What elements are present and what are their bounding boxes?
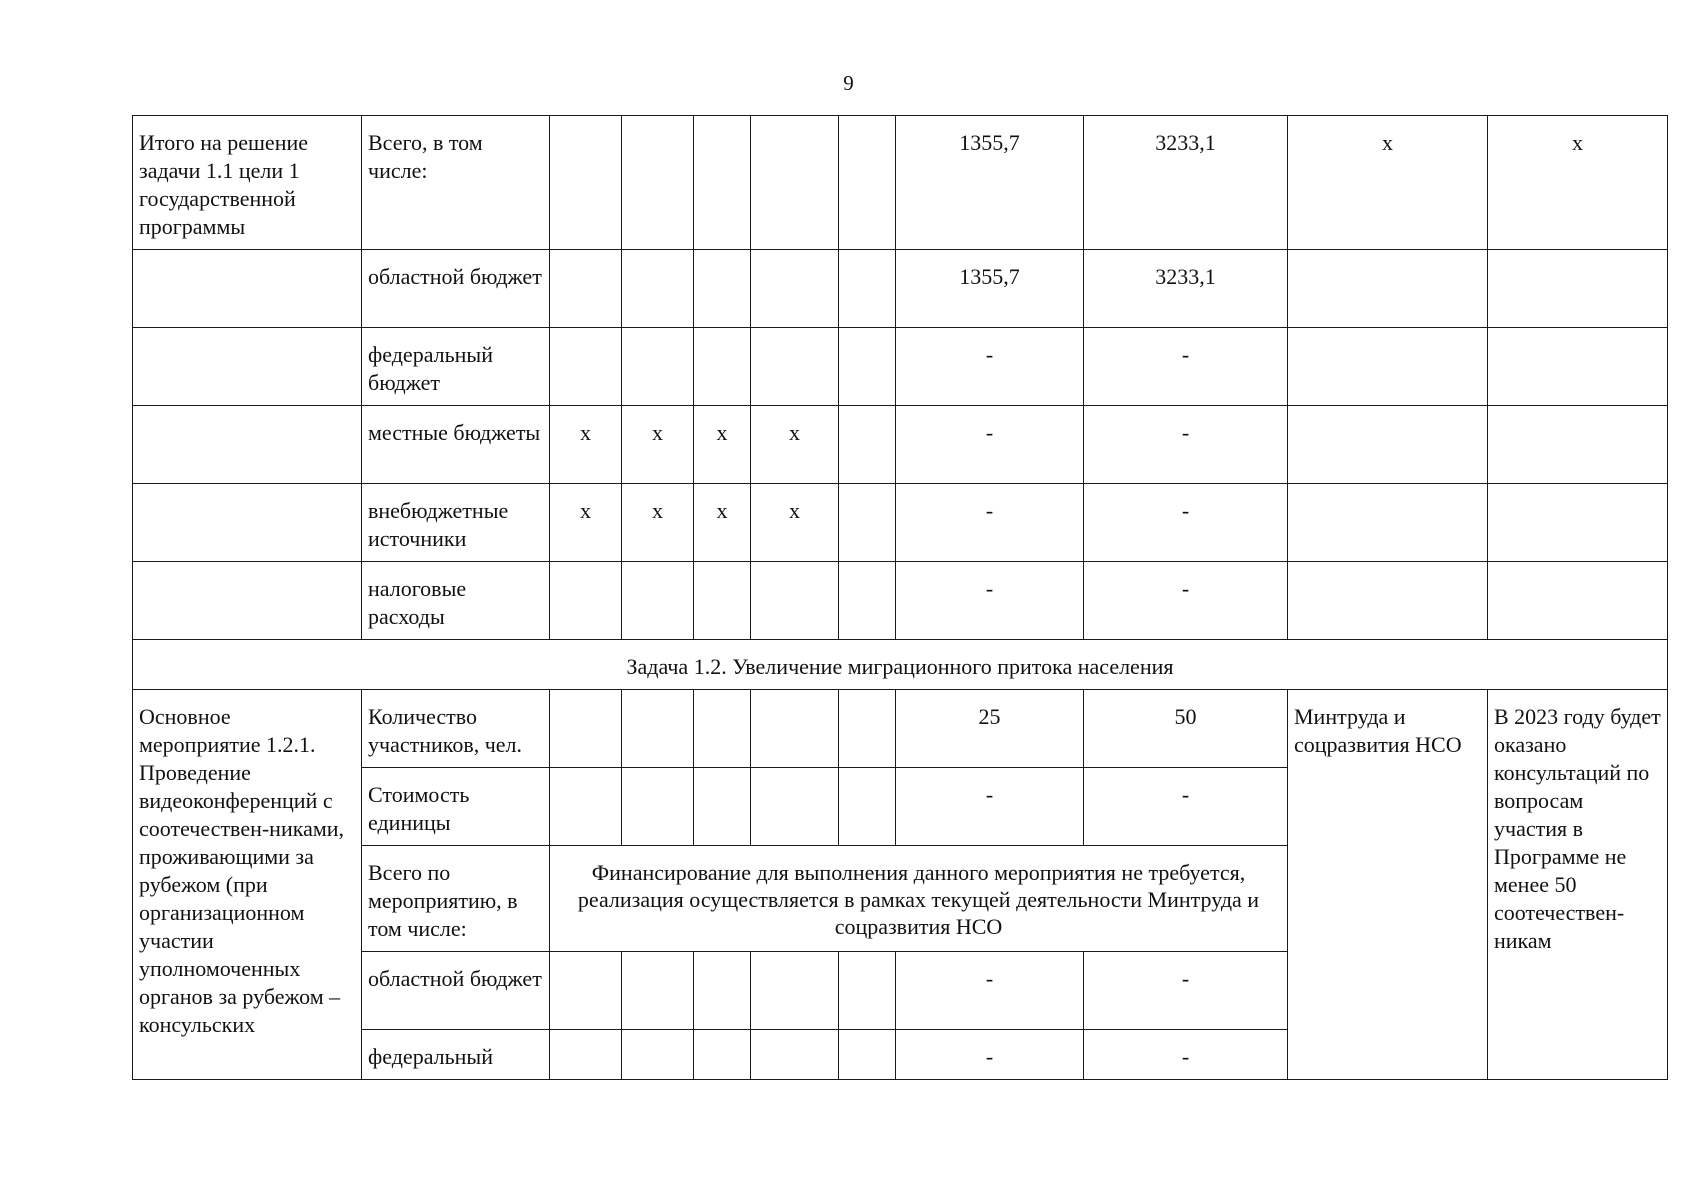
table-row	[133, 690, 1668, 768]
value-cell: -	[1084, 562, 1288, 640]
result-cell	[1488, 484, 1668, 562]
table-cell	[751, 116, 839, 250]
table-cell	[622, 562, 694, 640]
table-cell	[622, 690, 694, 768]
value-cell: -	[896, 562, 1084, 640]
value-cell: 3233,1	[1084, 116, 1288, 250]
result-cell	[1488, 562, 1668, 640]
financing-table	[132, 115, 1668, 1080]
table-cell	[694, 116, 751, 250]
table-cell	[839, 484, 896, 562]
value-cell: -	[896, 952, 1084, 1030]
value-cell: -	[1084, 768, 1288, 846]
funding-type: федеральный бюджет	[362, 328, 550, 406]
row-label: Итого на решение задачи 1.1 цели 1 государственной программы	[133, 116, 362, 250]
funding-type: местные бюджеты	[362, 406, 550, 484]
value-cell: -	[1084, 952, 1288, 1030]
funding-type: внебюджетные источники	[362, 484, 550, 562]
value-cell: 1355,7	[896, 116, 1084, 250]
value-cell: -	[896, 768, 1084, 846]
table-cell	[839, 562, 896, 640]
table-cell	[694, 250, 751, 328]
funding-type: Всего, в том числе:	[362, 116, 550, 250]
table-cell: х	[694, 406, 751, 484]
table-cell	[751, 1030, 839, 1080]
page-number: 9	[843, 71, 854, 95]
executor-cell: х	[1288, 116, 1488, 250]
table-row	[133, 406, 1668, 484]
table-cell	[694, 952, 751, 1030]
funding-type: областной бюджет	[362, 952, 550, 1030]
funding-note: Финансирование для выполнения данного мероприятия не требуется, реализация осуществляется в рамках текущей деятельности Минтруда и соцразвития НСО	[550, 846, 1288, 952]
table-cell: х	[751, 406, 839, 484]
table-cell	[751, 952, 839, 1030]
row-label	[133, 250, 362, 328]
result-cell	[1488, 250, 1668, 328]
table-cell: х	[550, 484, 622, 562]
table-row	[133, 250, 1668, 328]
value-cell: -	[1084, 1030, 1288, 1080]
row-label	[133, 406, 362, 484]
table-cell	[839, 116, 896, 250]
row-label	[133, 562, 362, 640]
table-cell	[550, 116, 622, 250]
table-cell	[839, 328, 896, 406]
table-cell	[694, 690, 751, 768]
table-cell	[550, 328, 622, 406]
table-cell	[622, 952, 694, 1030]
value-cell: -	[896, 328, 1084, 406]
table-row	[133, 562, 1668, 640]
table-cell	[622, 1030, 694, 1080]
table-cell	[751, 328, 839, 406]
table-cell	[751, 562, 839, 640]
table-cell	[550, 250, 622, 328]
activity-label: Основное мероприятие 1.2.1. Проведение видеоконференций с соотечествен-никами, проживающими за рубежом (при организационном участии уполномоченных органов за рубежом – консульских	[133, 690, 362, 1080]
value-cell: -	[1084, 484, 1288, 562]
executor-cell	[1288, 406, 1488, 484]
table-cell	[622, 328, 694, 406]
row-label	[133, 328, 362, 406]
funding-type: областной бюджет	[362, 250, 550, 328]
table-cell	[622, 250, 694, 328]
table-cell	[694, 768, 751, 846]
table-cell	[550, 1030, 622, 1080]
table-row	[133, 116, 1668, 250]
table-cell	[550, 562, 622, 640]
table-cell	[839, 768, 896, 846]
result-cell	[1488, 406, 1668, 484]
value-cell: 25	[896, 690, 1084, 768]
value-cell: -	[1084, 328, 1288, 406]
result-cell: х	[1488, 116, 1668, 250]
table-cell	[839, 952, 896, 1030]
funding-type: налоговые расходы	[362, 562, 550, 640]
table-cell	[550, 952, 622, 1030]
value-cell: -	[896, 484, 1084, 562]
funding-type: федеральный	[362, 1030, 550, 1080]
table-cell	[751, 768, 839, 846]
row-label	[133, 484, 362, 562]
table-cell	[694, 328, 751, 406]
funding-type: Стоимость единицы	[362, 768, 550, 846]
value-cell: 3233,1	[1084, 250, 1288, 328]
funding-type: Всего по мероприятию, в том числе:	[362, 846, 550, 952]
table-cell	[839, 690, 896, 768]
funding-type: Количество участников, чел.	[362, 690, 550, 768]
table-cell	[694, 1030, 751, 1080]
result-cell	[1488, 328, 1668, 406]
table-cell: х	[550, 406, 622, 484]
table-cell	[839, 1030, 896, 1080]
table-cell: х	[751, 484, 839, 562]
value-cell: 1355,7	[896, 250, 1084, 328]
table-cell: х	[694, 484, 751, 562]
executor-cell: Минтруда и соцразвития НСО	[1288, 690, 1488, 1080]
executor-cell	[1288, 484, 1488, 562]
table-cell	[550, 768, 622, 846]
table-cell	[839, 250, 896, 328]
value-cell: -	[1084, 406, 1288, 484]
section-title: Задача 1.2. Увеличение миграционного притока населения	[133, 640, 1668, 690]
result-cell: В 2023 году будет оказано консультаций по вопросам участия в Программе не менее 50 соотечествен-никам	[1488, 690, 1668, 1080]
executor-cell	[1288, 562, 1488, 640]
table-cell: х	[622, 406, 694, 484]
executor-cell	[1288, 328, 1488, 406]
table-cell	[751, 250, 839, 328]
table-cell: х	[622, 484, 694, 562]
table-cell	[751, 690, 839, 768]
table-cell	[550, 690, 622, 768]
value-cell: 50	[1084, 690, 1288, 768]
table-cell	[694, 562, 751, 640]
executor-cell	[1288, 250, 1488, 328]
value-cell: -	[896, 406, 1084, 484]
table-row	[133, 328, 1668, 406]
section-row	[133, 640, 1668, 690]
value-cell: -	[896, 1030, 1084, 1080]
table-cell	[839, 406, 896, 484]
table-cell	[622, 768, 694, 846]
table-cell	[622, 116, 694, 250]
table-row	[133, 484, 1668, 562]
